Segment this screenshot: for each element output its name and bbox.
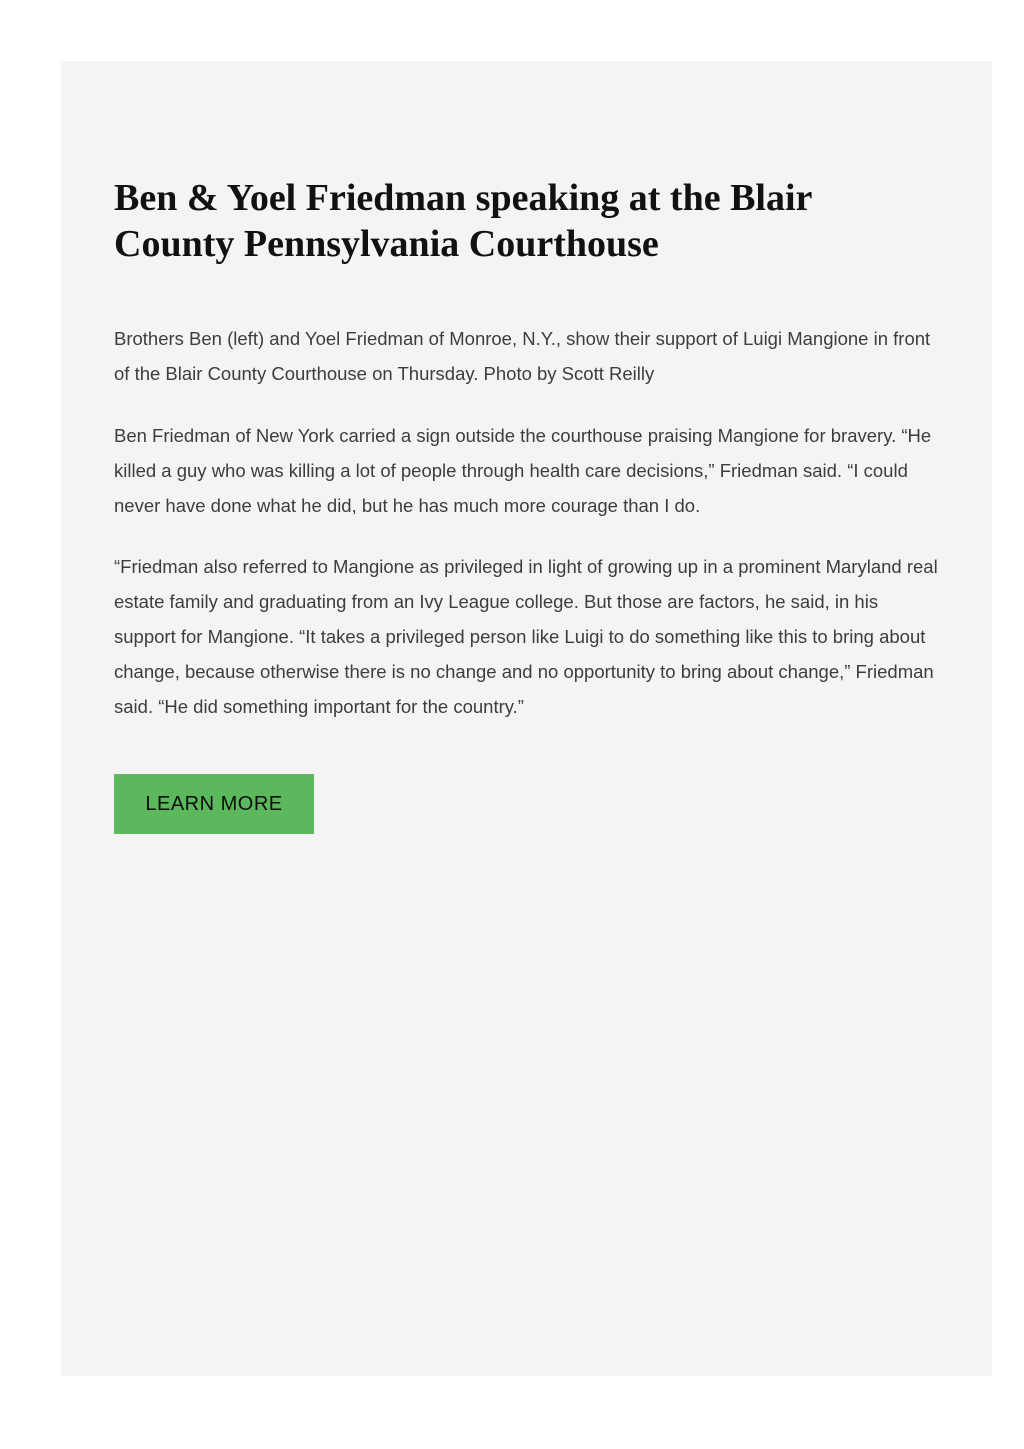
photo-caption: Brothers Ben (left) and Yoel Friedman of Monroe, N.Y., show their support of Luigi Mangione in front of the Blair County Courthouse on Thursday. Photo by Scott Reilly — [114, 328, 931, 384]
article-content — [114, 175, 940, 834]
article-title: Ben & Yoel Friedman speaking at the Blair County Pennsylvania Courthouse — [114, 177, 812, 265]
article-paragraph: Ben Friedman of New York carried a sign outside the courthouse praising Mangione for bravery. “He killed a guy who was killing a lot of people through health care decisions,” Friedman said. “I could never have done what he did, but he has much more courage than I do. — [114, 425, 932, 516]
article-paragraph: “Friedman also referred to Mangione as privileged in light of growing up in a prominent Maryland real estate family and graduating from an Ivy League college. But those are factors, he said, in his support for Mangione. “It takes a privileged person like Luigi to do something like this to bring about change, because otherwise there is no change and no opportunity to bring about change,” Friedman said. “He did something important for the country.” — [114, 556, 938, 717]
media-placeholder — [114, 979, 940, 1376]
article-card — [61, 61, 992, 1376]
learn-more-button[interactable]: LEARN MORE — [114, 774, 314, 834]
